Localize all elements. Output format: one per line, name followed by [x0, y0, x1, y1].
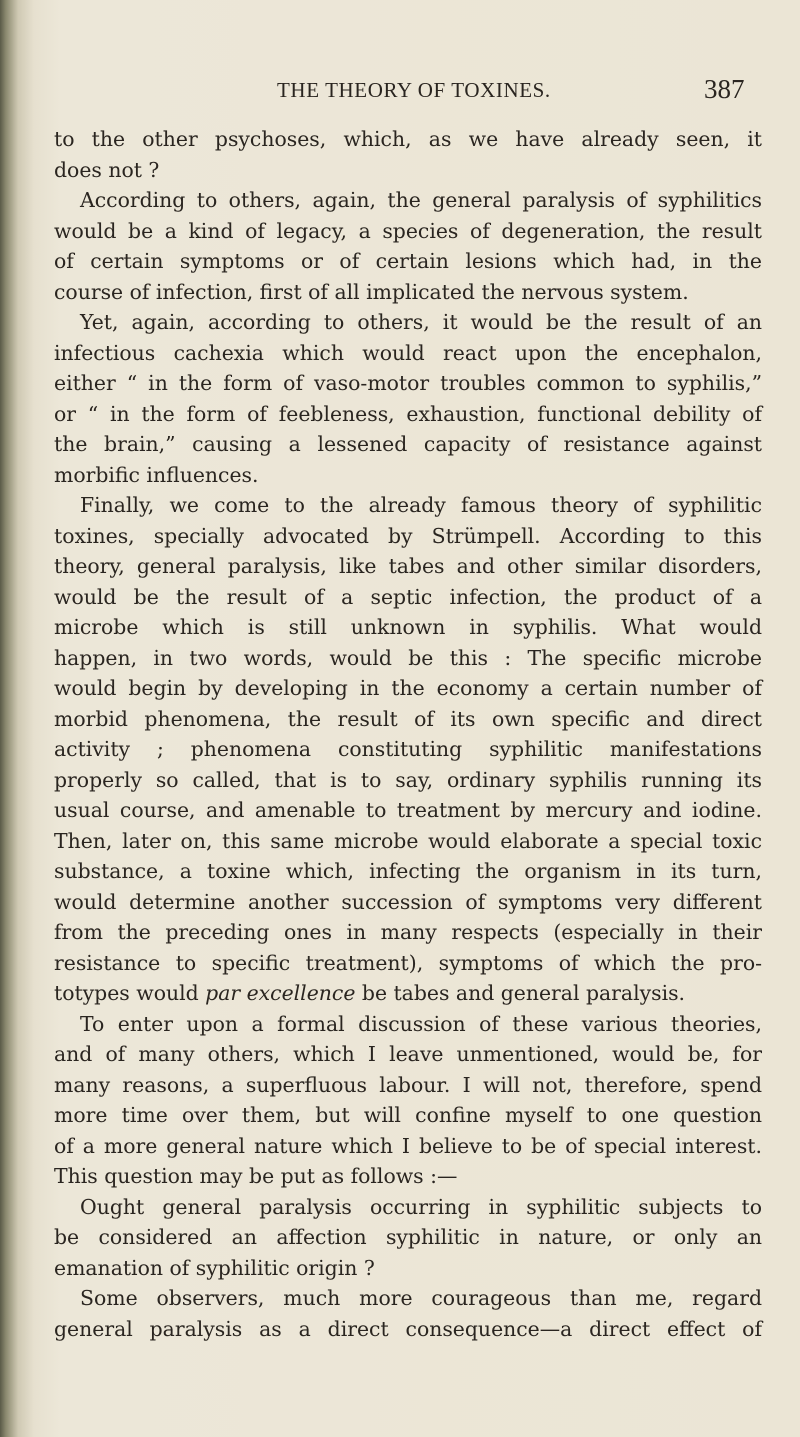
text-line: general paralysis as a direct consequence—a direct effect of [54, 1316, 762, 1341]
text-line: emanation of syphilitic origin ? [54, 1255, 375, 1280]
text-line: properly so called, that is to say, ordinary syphilis running its [54, 767, 762, 792]
text-line: toxines, specially advocated by Strümpell. According to this [54, 523, 762, 548]
text-line: would begin by developing in the economy a certain number of [54, 676, 762, 700]
text-line: According to others, again, the general paralysis of syphilitics [80, 188, 762, 212]
page-header [0, 74, 800, 108]
text-line: morbid phenomena, the result of its own specific and direct [54, 706, 762, 731]
running-head: THE THEORY OF TOXINES. [277, 78, 551, 102]
text-line: Ought general paralysis occurring in syphilitic subjects to [80, 1194, 762, 1219]
text-line: would determine another succession of symptoms very different [54, 889, 762, 914]
text-line: either “ in the form of vaso-motor troubles common to syphilis,” [54, 371, 762, 395]
text-line: theory, general paralysis, like tabes and other similar disorders, [54, 554, 762, 578]
text-line: be considered an affection syphilitic in nature, or only an [54, 1225, 762, 1249]
text-line: from the preceding ones in many respects (especially in their [54, 920, 762, 944]
text-line: activity ; phenomena constituting syphilitic manifestations [54, 737, 762, 761]
text-line: infectious cachexia which would react upon the encephalon, [54, 340, 762, 365]
text-line: more time over them, but will confine myself to one question [54, 1103, 762, 1127]
text-line: would be a kind of legacy, a species of degeneration, the result [54, 218, 762, 243]
text-line: This question may be put as follows :— [54, 1164, 458, 1188]
text-line: Some observers, much more courageous than me, regard [80, 1286, 762, 1310]
text-line: of a more general nature which I believe to be of special interest. [54, 1133, 762, 1158]
text-line: to the other psychoses, which, as we have already seen, it [54, 127, 762, 151]
text-line: or “ in the form of feebleness, exhaustion, functional debility of [54, 401, 762, 426]
text-line: the brain,” causing a lessened capacity of resistance against [54, 432, 762, 456]
page-number: 387 [704, 74, 745, 104]
text-line: resistance to specific treatment), symptoms of which the pro- [54, 950, 762, 975]
text-line: happen, in two words, would be this : The specific microbe [54, 645, 762, 670]
text-line: morbific influences. [54, 462, 259, 487]
body-text [54, 124, 762, 1344]
text-line: usual course, and amenable to treatment by mercury and iodine. [54, 798, 762, 822]
text-line: does not ? [54, 157, 160, 182]
text-line: of certain symptoms or of certain lesions which had, in the [54, 249, 762, 273]
text-line: totypes would par excellence be tabes and general paralysis. [54, 981, 686, 1005]
text-line: substance, a toxine which, infecting the organism in its turn, [54, 859, 762, 883]
text-line: course of infection, first of all implicated the nervous system. [54, 279, 689, 304]
text-line: and of many others, which I leave unmentioned, would be, for [54, 1042, 762, 1066]
text-line: Finally, we come to the already famous theory of syphilitic [80, 493, 762, 517]
text-line: would be the result of a septic infection, the product of a [54, 584, 762, 609]
text-line: many reasons, a superfluous labour. I will not, therefore, spend [54, 1072, 762, 1097]
text-line: microbe which is still unknown in syphilis. What would [54, 615, 762, 639]
text-line: To enter upon a formal discussion of these various theories, [80, 1011, 762, 1036]
text-line: Yet, again, according to others, it would be the result of an [80, 310, 762, 334]
text-line: Then, later on, this same microbe would elaborate a special toxic [54, 828, 762, 853]
italic-phrase: par excellence [205, 981, 356, 1005]
